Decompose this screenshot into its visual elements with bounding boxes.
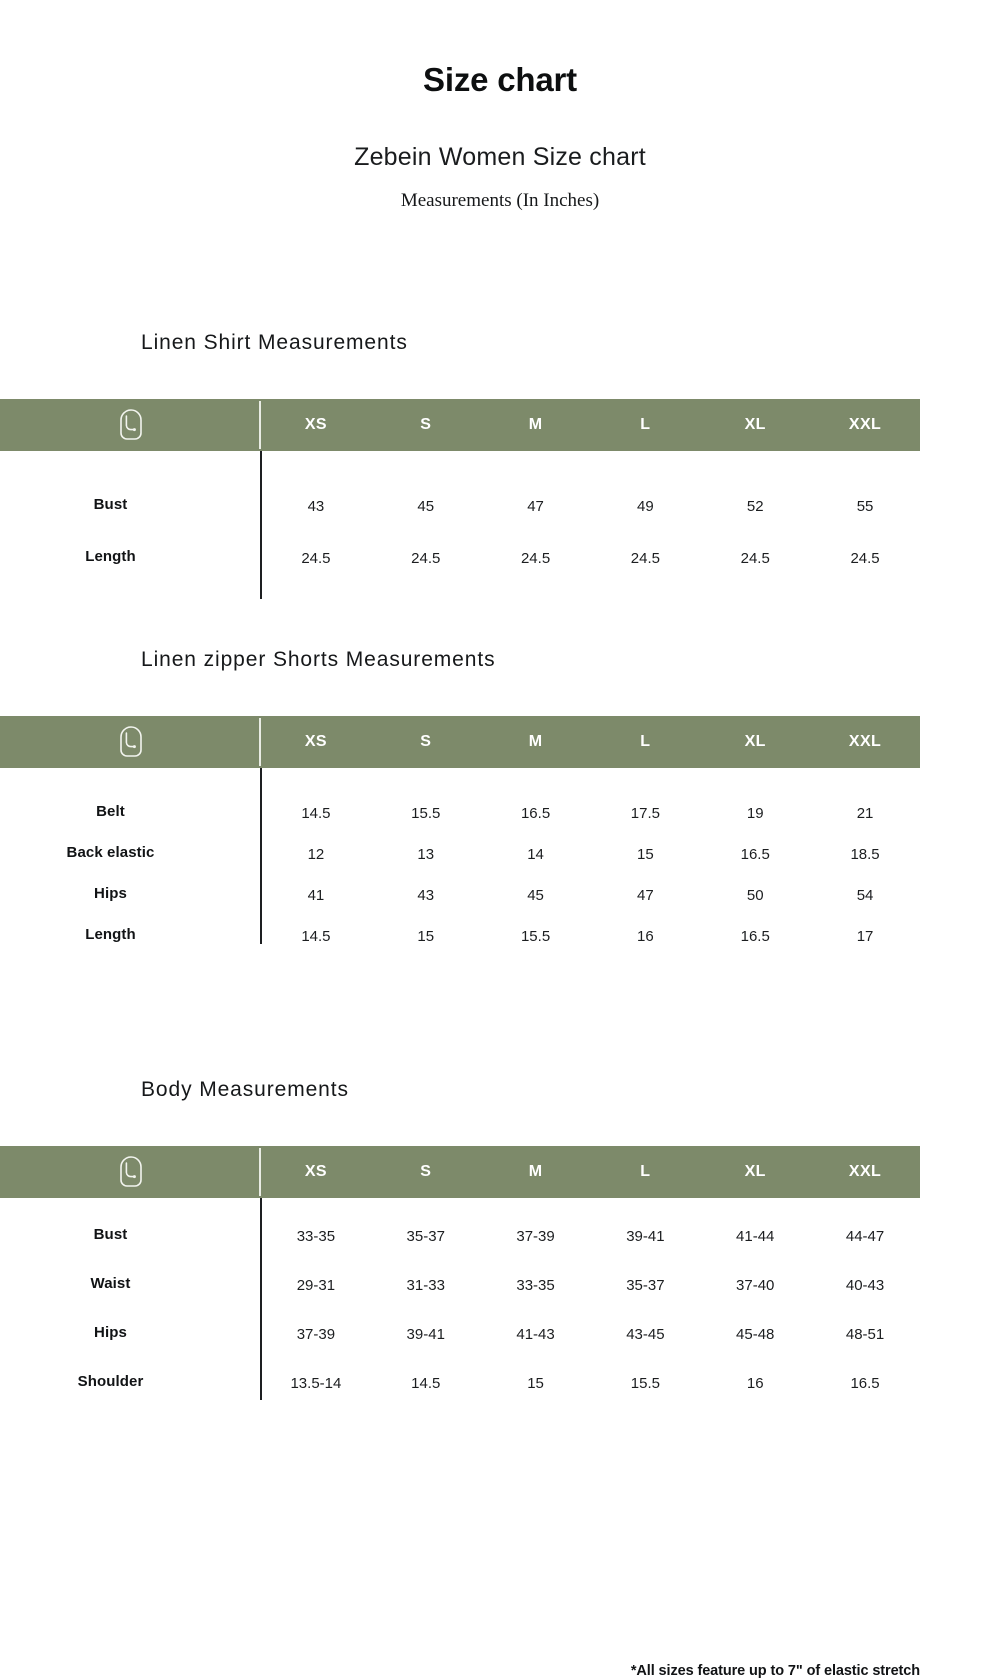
size-header-xxl: XXL [848, 416, 882, 433]
cell-value: 47 [527, 497, 544, 515]
cell-value: 17.5 [630, 805, 660, 822]
table-header-row [0, 1146, 920, 1198]
chart-subtitle: Zebein Women Size chart [354, 143, 646, 172]
cell-value: 14.5 [301, 928, 331, 945]
size-header-xxl: XXL [848, 733, 882, 750]
row-values [261, 548, 920, 565]
table-row [0, 873, 920, 914]
elastic-stretch-footnote: *All sizes feature up to 7" of elastic stretch [630, 1663, 920, 1679]
cell-value: 15.5 [411, 805, 441, 822]
cell-value: 47 [637, 887, 654, 904]
cell-value: 55 [856, 497, 874, 515]
cell-value: 48-51 [845, 1326, 885, 1343]
size-header-m: M [528, 733, 543, 750]
row-label: Length [85, 547, 136, 565]
cell-value: 13.5-14 [290, 1375, 342, 1392]
size-table-linen-zipper-shorts [0, 716, 920, 955]
cell-value: 44-47 [845, 1228, 885, 1245]
cell-value: 43 [307, 497, 325, 515]
size-header-l: L [640, 733, 651, 750]
size-header-xl: XL [744, 1163, 766, 1180]
size-header-s: S [420, 733, 432, 750]
cell-value: 24.5 [411, 549, 441, 567]
row-label: Length [85, 926, 136, 943]
table-row [0, 1308, 920, 1357]
cell-value: 24.5 [520, 549, 551, 567]
table-row [0, 914, 920, 955]
cell-value: 50 [746, 887, 764, 904]
logo-cell [0, 1146, 261, 1198]
cell-value: 33-35 [296, 1228, 336, 1245]
cell-value: 39-41 [626, 1228, 665, 1245]
row-values [261, 885, 920, 902]
row-label: Bust [93, 495, 128, 513]
size-header-cells [261, 716, 920, 768]
cell-value: 15.5 [630, 1375, 660, 1392]
cell-value: 41 [307, 887, 325, 904]
cell-value: 13 [417, 846, 435, 863]
size-table-body-measurements [0, 1146, 920, 1406]
cell-value: 43 [417, 887, 435, 904]
cell-value: 18.5 [850, 846, 880, 863]
cell-value: 40-43 [845, 1277, 885, 1294]
cell-value: 16 [746, 1375, 764, 1392]
cell-value: 39-41 [406, 1326, 445, 1343]
section-heading: Linen zipper Shorts Measurements [141, 648, 496, 671]
row-values [261, 496, 920, 513]
row-label: Hips [94, 885, 127, 902]
row-label: Hips [94, 1324, 127, 1341]
row-values [261, 1226, 920, 1243]
cell-value: 15 [417, 928, 435, 945]
page-title: Size chart [423, 61, 577, 98]
size-header-cells [261, 399, 920, 451]
section-heading: Linen Shirt Measurements [141, 331, 408, 354]
cell-value: 24.5 [630, 549, 660, 567]
size-header-s: S [420, 1163, 432, 1180]
cell-value: 16 [637, 928, 654, 945]
cell-value: 15 [637, 846, 654, 863]
cell-value: 37-40 [736, 1277, 775, 1294]
cell-value: 41-44 [736, 1228, 775, 1245]
cell-value: 16.5 [520, 805, 551, 822]
cell-value: 24.5 [850, 549, 880, 567]
row-values [261, 803, 920, 820]
table-header-row [0, 399, 920, 451]
table-body [0, 451, 920, 582]
cell-value: 17 [856, 928, 874, 945]
cell-value: 19 [746, 805, 764, 822]
row-label: Belt [96, 803, 125, 820]
row-values [261, 1324, 920, 1341]
table-row [0, 791, 920, 832]
row-values [261, 1275, 920, 1292]
size-header-l: L [640, 416, 651, 433]
cell-value: 45 [527, 887, 544, 904]
size-header-xl: XL [744, 416, 766, 433]
logo-cell [0, 399, 261, 451]
cell-value: 21 [856, 805, 874, 822]
table-row [0, 530, 920, 582]
row-values [261, 844, 920, 861]
cell-value: 31-33 [406, 1277, 445, 1294]
row-label: Waist [90, 1275, 131, 1292]
cell-value: 24.5 [301, 549, 331, 567]
cell-value: 52 [746, 497, 764, 515]
size-header-xs: XS [304, 416, 327, 433]
cell-value: 14 [527, 846, 544, 863]
page-header [0, 0, 1000, 212]
row-label: Shoulder [77, 1373, 144, 1390]
cell-value: 45-48 [736, 1326, 775, 1343]
measurement-units-note: Measurements (In Inches) [400, 190, 600, 212]
cell-value: 33-35 [516, 1277, 555, 1294]
cell-value: 49 [637, 497, 654, 515]
section-heading: Body Measurements [141, 1078, 349, 1101]
cell-value: 16.5 [740, 928, 770, 945]
section-body-measurements [0, 1079, 1000, 1406]
cell-value: 35-37 [406, 1228, 445, 1245]
table-row [0, 832, 920, 873]
logo-cell [0, 716, 261, 768]
cell-value: 37-39 [516, 1228, 555, 1245]
size-header-cells [261, 1146, 920, 1198]
cell-value: 15.5 [520, 928, 551, 945]
table-row [0, 1210, 920, 1259]
row-label: Bust [93, 1226, 128, 1243]
size-table-linen-shirt [0, 399, 920, 582]
column-divider [260, 451, 262, 599]
cell-value: 45 [417, 497, 435, 515]
table-body [0, 1198, 920, 1406]
zebein-logo-icon [118, 408, 144, 442]
table-row [0, 1259, 920, 1308]
table-body [0, 768, 920, 955]
size-header-xxl: XXL [848, 1163, 882, 1180]
table-row [0, 478, 920, 530]
size-header-xl: XL [744, 733, 766, 750]
cell-value: 35-37 [626, 1277, 665, 1294]
cell-value: 54 [856, 887, 874, 904]
cell-value: 43-45 [626, 1326, 665, 1343]
cell-value: 14.5 [411, 1375, 441, 1392]
zebein-logo-icon [118, 725, 144, 759]
cell-value: 29-31 [296, 1277, 336, 1294]
row-values [261, 926, 920, 943]
row-label: Back elastic [66, 844, 155, 861]
section-linen-shirt [0, 332, 1000, 582]
cell-value: 37-39 [296, 1326, 336, 1343]
cell-value: 16.5 [850, 1375, 880, 1392]
size-header-s: S [420, 416, 432, 433]
row-values [261, 1373, 920, 1390]
size-header-xs: XS [304, 733, 327, 750]
table-header-row [0, 716, 920, 768]
cell-value: 24.5 [740, 549, 770, 567]
table-row [0, 1357, 920, 1406]
cell-value: 41-43 [516, 1326, 555, 1343]
size-header-m: M [528, 416, 543, 433]
size-header-m: M [528, 1163, 543, 1180]
zebein-logo-icon [118, 1155, 144, 1189]
cell-value: 12 [307, 846, 325, 863]
size-header-xs: XS [304, 1163, 327, 1180]
cell-value: 15 [527, 1375, 544, 1392]
size-header-l: L [640, 1163, 651, 1180]
cell-value: 14.5 [301, 805, 331, 822]
cell-value: 16.5 [740, 846, 770, 863]
